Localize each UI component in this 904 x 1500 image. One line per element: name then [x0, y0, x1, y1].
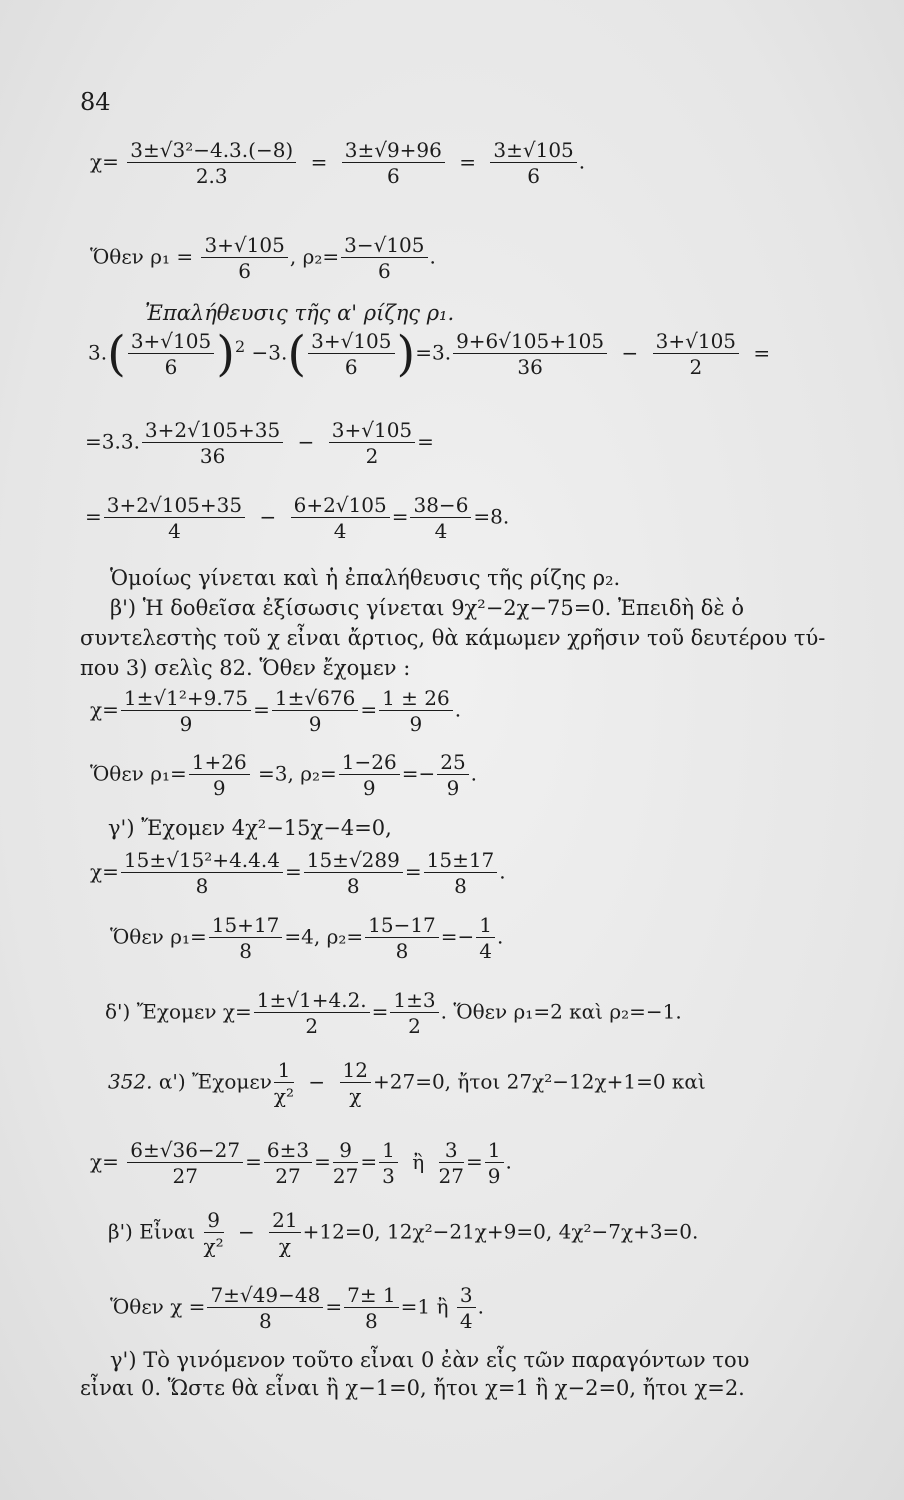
fraction: $\frac{1\pm 3}{2}$	[390, 990, 438, 1036]
eq-lhs: χ=	[90, 149, 119, 174]
equation-roots: Ὅθεν ρ₁= $\frac{1+26}{9}$ =3, ρ₂= $\frac{1-26}{9}$ =− $\frac{25}{9}$ .	[90, 750, 478, 800]
section-heading: Ἐπαλήθευσις τῆς α' ρίζης ρ₁.	[145, 301, 455, 325]
equation-verification: 3.( $\frac{3+√105}{6}$ )$^2$ −3.( $\frac{3+√105}{6}$ )=3. $\frac{9+6√105+105}{36}$ − $\frac{3+√105}{2}$ =	[88, 326, 771, 382]
fraction: $\frac{3+2√105+35}{4}$	[104, 495, 245, 541]
fraction: $\frac{3}{4}$	[457, 1285, 476, 1331]
text-line: γ') Τὸ γινόμενον τοῦτο εἶναι 0 ἐὰν εἷς τῶν παραγόντων του	[110, 1348, 750, 1372]
fraction: $\frac{6+2√105}{4}$	[291, 495, 390, 541]
fraction: $\frac{1-26}{9}$	[339, 752, 400, 798]
fraction: $\frac{3+2√105+35}{36}$	[142, 420, 283, 466]
fraction: $\frac{21}{\chi}$	[269, 1210, 300, 1256]
fraction: $\frac{9+6√105+105}{36}$	[453, 331, 607, 377]
fraction: $\frac{3\pm√105}{6}$	[490, 140, 576, 186]
text-line: Ὁμοίως γίνεται καὶ ἡ ἐπαλήθευσις τῆς ρίζης ρ₂.	[110, 566, 621, 590]
fraction: $\frac{25}{9}$	[437, 752, 468, 798]
fraction: $\frac{\text{1±√1²+9.75}}{9}$	[121, 688, 251, 734]
fraction: $\frac{3-√105}{6}$	[341, 235, 427, 281]
fraction: $\frac{15\pm√289}{8}$	[304, 850, 403, 896]
fraction: $\frac{38-6}{4}$	[410, 495, 471, 541]
fraction: $\frac{15\pm 17}{8}$	[424, 850, 498, 896]
fraction: $\frac{1\pm√1+4.2.}{2}$	[254, 990, 370, 1036]
fraction: $\frac{1\pm√676}{9}$	[272, 688, 358, 734]
fraction: $\frac{3+√105}{6}$	[201, 235, 287, 281]
fraction: $\frac{1}{4}$	[476, 915, 495, 961]
page-number: 84	[80, 88, 111, 116]
fraction: $\frac{1}{3}$	[379, 1140, 398, 1186]
equation-roots: Ὅθεν χ = $\frac{7\pm√49-48}{8}$ = $\frac{7\pm 1}{8}$ =1 ἢ $\frac{3}{4}$ .	[110, 1283, 484, 1333]
equation-quadratic-root: χ= $\frac{\text{1±√1²+9.75}}{9}$ = $\frac{1\pm√676}{9}$ = $\frac{1 \pm 26}{9}$ .	[90, 686, 462, 736]
equation-exercise-352: 352. α') Ἔχομεν $\frac{1}{\text{χ²}}$ − $\frac{12}{\chi}$ +27=0, ἤτοι 27χ²−12χ+1=0 καὶ	[108, 1058, 706, 1108]
equation-delta: δ') Ἔχομεν χ= $\frac{1\pm√1+4.2.}{2}$ = $\frac{1\pm 3}{2}$ . Ὅθεν ρ₁=2 καὶ ρ₂=−1.	[105, 988, 682, 1038]
fraction: $\frac{6\pm 3}{27}$	[264, 1140, 312, 1186]
exercise-number: 352.	[108, 1069, 153, 1094]
fraction: $\frac{1 \pm 26}{9}$	[379, 688, 453, 734]
text-line: συντελεστὴς τοῦ χ εἶναι ἄρτιος, θὰ κάμωμεν χρῆσιν τοῦ δευτέρου τύ-	[80, 626, 826, 650]
fraction: $\frac{9}{27}$	[332, 1138, 359, 1188]
equation-roots: Ὅθεν ρ₁ = $\frac{3+√105}{6}$ , ρ₂= $\frac{3-√105}{6}$ .	[90, 233, 436, 283]
text-line: εἶναι 0. Ὥστε θὰ εἶναι ἢ χ−1=0, ἤτοι χ=1 ἢ χ−2=0, ἤτοι χ=2.	[80, 1376, 745, 1400]
fraction: $\frac{\text{15±√15²+4.4.4}}{8}$	[121, 850, 283, 896]
fraction: $\frac{\text{3±√3²−4.3.(−8)}}{2.3}$	[127, 140, 296, 186]
fraction: $\frac{15+17}{8}$	[209, 915, 283, 961]
fraction: $\frac{12}{\chi}$	[340, 1060, 371, 1106]
equation-verification-step: =3.3. $\frac{3+2√105+35}{36}$ − $\frac{3+√105}{2}$ =	[85, 418, 434, 468]
equation-beta: β') Εἶναι $\frac{9}{\text{χ²}}$ − $\frac{21}{\chi}$ +12=0, 12χ²−21χ+9=0, 4χ²−7χ+3=0.	[108, 1208, 699, 1258]
equation-quadratic-root: χ= $\frac{\text{3±√3²−4.3.(−8)}}{2.3}$ = $\frac{3\pm√9+96}{6}$ = $\frac{3\pm√105}{6}$ .	[90, 138, 586, 188]
fraction: $\frac{1+26}{9}$	[189, 752, 250, 798]
fraction: $\frac{3\pm√9+96}{6}$	[342, 140, 445, 186]
fraction: $\frac{1}{\text{χ²}}$	[273, 1058, 295, 1108]
equation-verification-result: = $\frac{3+2√105+35}{4}$ − $\frac{6+2√105}{4}$ = $\frac{38-6}{4}$ =8.	[85, 493, 510, 543]
fraction: $\frac{7\pm√49-48}{8}$	[207, 1285, 323, 1331]
fraction: $\frac{15-17}{8}$	[365, 915, 439, 961]
fraction: $\frac{3+√105}{2}$	[653, 331, 739, 377]
fraction: $\frac{3+√105}{6}$	[308, 331, 394, 377]
equation-quadratic-root: χ= $\frac{\text{15±√15²+4.4.4}}{8}$ = $\frac{15\pm√289}{8}$ = $\frac{15\pm 17}{8}$ .	[90, 848, 506, 898]
equation-roots: Ὅθεν ρ₁= $\frac{15+17}{8}$ =4, ρ₂= $\frac{15-17}{8}$ =− $\frac{1}{4}$ .	[110, 913, 504, 963]
fraction: $\frac{7\pm 1}{8}$	[344, 1285, 399, 1331]
equation-quadratic-root: χ= $\frac{6\pm√36-27}{27}$ = $\frac{6\pm 3}{27}$ = $\frac{9}{27}$ = $\frac{1}{3}$ ἢ $\frac{3}{27}$ = $\frac{1}{9}$ .	[90, 1138, 512, 1188]
text-line: γ') Ἔχομεν 4χ²−15χ−4=0,	[108, 816, 392, 840]
fraction: $\frac{3}{27}$	[438, 1138, 464, 1188]
fraction: $\frac{3+√105}{6}$	[128, 331, 214, 377]
text-line: β') Ἡ δοθεῖσα ἐξίσωσις γίνεται 9χ²−2χ−75=0. Ἐπειδὴ δὲ ὁ	[110, 596, 744, 620]
fraction: $\frac{3+√105}{2}$	[329, 420, 415, 466]
fraction: $\frac{9}{\text{χ²}}$	[203, 1208, 224, 1258]
text-line: που 3) σελὶς 82. Ὅθεν ἔχομεν :	[80, 656, 411, 680]
fraction: $\frac{1}{9}$	[485, 1140, 504, 1186]
fraction: $\frac{6\pm√36-27}{27}$	[127, 1140, 243, 1186]
